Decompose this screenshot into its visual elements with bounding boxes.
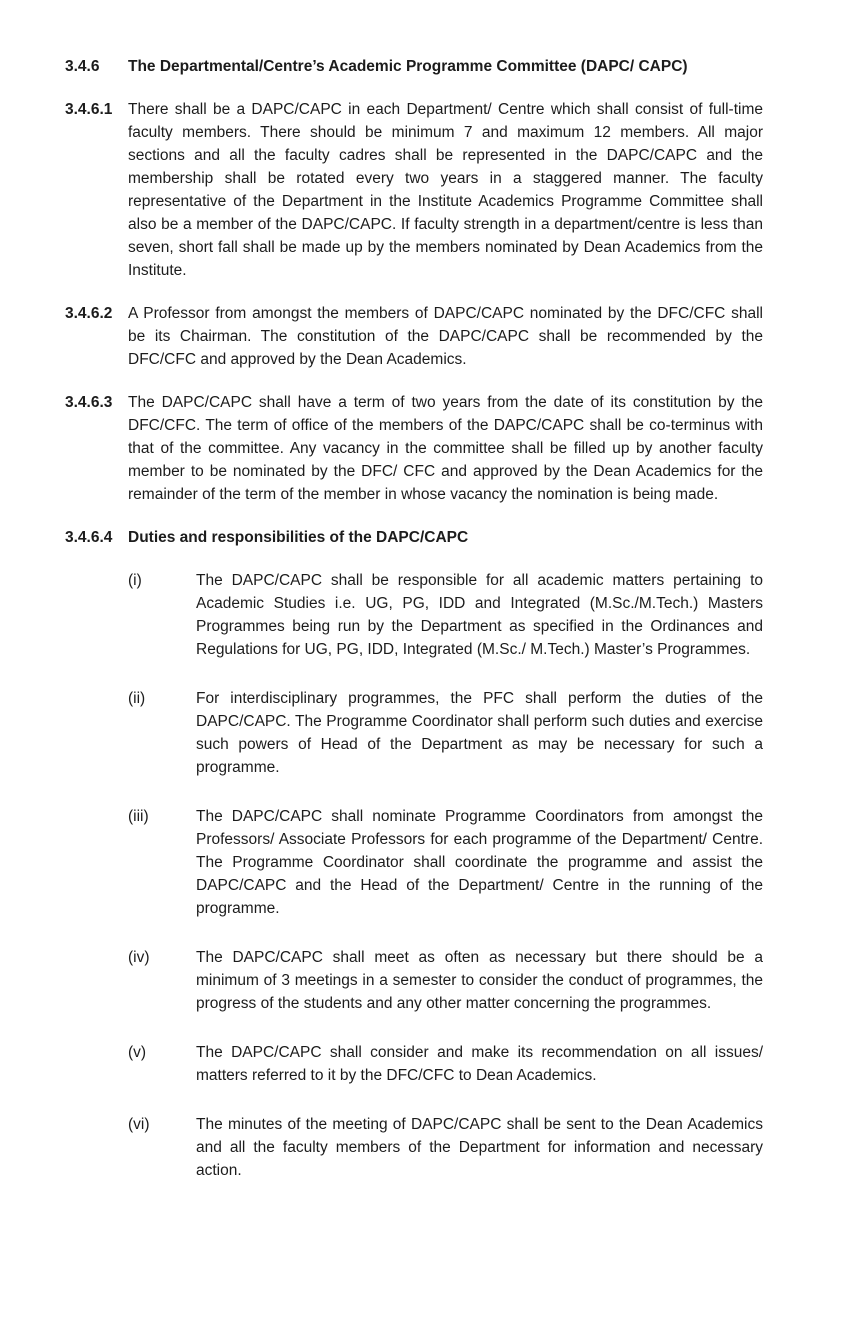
- list-marker: (vi): [128, 1116, 150, 1133]
- duty-item-vi: [128, 1113, 763, 1182]
- subsection-heading: [65, 526, 763, 549]
- paragraph-3-4-6-3: [65, 391, 763, 506]
- list-item-text: The DAPC/CAPC shall nominate Programme Coordinators from amongst the Professors/ Associate Professors for each programme of the Department/ Centre. The Programme Coordinator shall coordinate the programme and assist the DAPC/CAPC and the Head of the Department/ Centre in the running of the programme.: [196, 808, 763, 917]
- duty-item-iv: [128, 946, 763, 1015]
- duty-item-ii: [128, 687, 763, 779]
- paragraph-number: 3.4.6.1: [65, 101, 113, 118]
- paragraph-text: The DAPC/CAPC shall have a term of two years from the date of its constitution by the DFC/CFC. The term of office of the members of the DAPC/CAPC shall be co-terminus with that of the committee. Any vacancy in the committee shall be filled up by another faculty member to be nominated by the DFC/ CFC and approved by the Dean Academics for the remainder of the term of the member in whose vacancy the nomination is being made.: [128, 394, 763, 503]
- list-marker: (iii): [128, 808, 149, 825]
- paragraph-text: A Professor from amongst the members of DAPC/CAPC nominated by the DFC/CFC shall be its Chairman. The constitution of the DAPC/CAPC shall be recommended by the DFC/CFC and approved by the Dean Academics.: [128, 305, 763, 368]
- duty-item-i: [128, 569, 763, 661]
- list-item-text: For interdisciplinary programmes, the PFC shall perform the duties of the DAPC/CAPC. The Programme Coordinator shall perform such duties and exercise such powers of Head of the Department as may be necessary for such a programme.: [196, 690, 763, 776]
- paragraph-text: There shall be a DAPC/CAPC in each Department/ Centre which shall consist of full-time faculty members. There should be minimum 7 and maximum 12 members. All major sections and all the faculty cadres shall be represented in the DAPC/CAPC and the membership shall be rotated every two years in a staggered manner. The faculty representative of the Department in the Institute Academics Programme Committee shall also be a member of the DAPC/CAPC. If faculty strength in a department/centre is less than seven, short fall shall be made up by the members nominated by Dean Academics from the Institute.: [128, 101, 763, 279]
- list-marker: (i): [128, 572, 142, 589]
- section-title: The Departmental/Centre’s Academic Programme Committee (DAPC/ CAPC): [128, 58, 688, 75]
- list-item-text: The DAPC/CAPC shall consider and make its recommendation on all issues/ matters referred to it by the DFC/CFC to Dean Academics.: [196, 1044, 763, 1084]
- subsection-number: 3.4.6.4: [65, 529, 113, 546]
- paragraph-3-4-6-2: [65, 302, 763, 371]
- subsection-title: Duties and responsibilities of the DAPC/CAPC: [128, 529, 469, 546]
- list-marker: (ii): [128, 690, 146, 707]
- list-marker: (iv): [128, 949, 150, 966]
- list-marker: (v): [128, 1044, 147, 1061]
- paragraph-number: 3.4.6.2: [65, 305, 113, 322]
- duty-item-v: [128, 1041, 763, 1087]
- paragraph-number: 3.4.6.3: [65, 394, 113, 411]
- list-item-text: The DAPC/CAPC shall be responsible for all academic matters pertaining to Academic Studies i.e. UG, PG, IDD and Integrated (M.Sc./M.Tech.) Masters Programmes being run by the Department as specified in the Ordinances and Regulations for UG, PG, IDD, Integrated (M.Sc./ M.Tech.) Master’s Programmes.: [196, 572, 763, 658]
- section-heading: [65, 55, 763, 78]
- section-number: 3.4.6: [65, 58, 100, 75]
- duty-item-iii: [128, 805, 763, 920]
- list-item-text: The minutes of the meeting of DAPC/CAPC shall be sent to the Dean Academics and all the faculty members of the Department for information and necessary action.: [196, 1116, 763, 1179]
- list-item-text: The DAPC/CAPC shall meet as often as necessary but there should be a minimum of 3 meetings in a semester to consider the conduct of programmes, the progress of the students and any other matter concerning the programmes.: [196, 949, 763, 1012]
- paragraph-3-4-6-1: [65, 98, 763, 282]
